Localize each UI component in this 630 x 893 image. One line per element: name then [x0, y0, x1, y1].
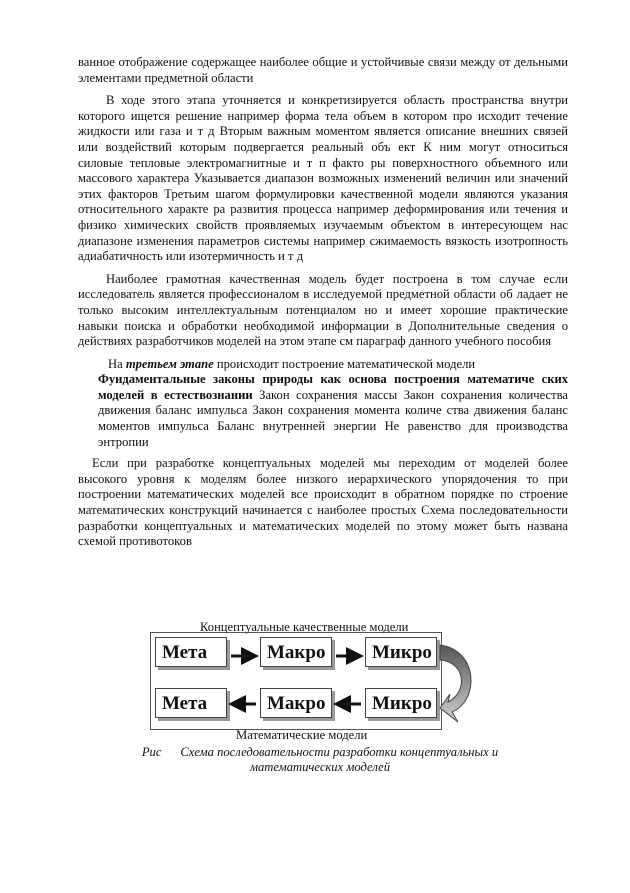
paragraph-5: Если при разработке концептуальных моделей мы переходим от моделей более высокого уровня к моделям более низкого иерархического упорядочения то при построении математических моделей все происходит в обратном порядке по строение математических конструкций начинается с наиболее простых Схема последовательности разработки концептуальных и математических моделей по этому может быть названа схемой противотоков — [78, 456, 568, 549]
p4-prefix: На — [108, 356, 126, 371]
p4-rest: Закон сохранения массы Закон сохранения количества движения баланс импульса Закон сохранения момента количе ства движения баланс моментов импульса Баланс внутренней энергии Не равенство для производства энтропии — [98, 387, 568, 449]
p4-emphasis: третьем этапе — [125, 356, 214, 371]
bottom-box-macro: Макро — [260, 688, 332, 718]
top-box-micro: Микро — [365, 637, 437, 667]
bottom-label: Математические модели — [236, 728, 368, 742]
curved-return-arrow — [440, 645, 471, 722]
document-body — [78, 55, 568, 550]
caption-text: Схема последовательности разработки концептуальных и математических моделей — [180, 745, 499, 774]
paragraph-1: ванное отображение содержащее наиболее общие и устойчивые связи между от дельными элементами предметной области — [78, 55, 568, 85]
bottom-box-meta: Мета — [155, 688, 227, 718]
p4-suffix: происходит построение математической модели — [213, 356, 476, 371]
paragraph-2: В ходе этого этапа уточняется и конкретизируется область пространства внутри которого ищется решение например форма тела объем в котором про исходит течение жидкости или газа и т д Вторым важным моментом является описание внешних связей или воздействий которым подвергается реальный объ ект К ним могут относиться силовые тепловые электромагнитные и т п факто ры поверхностного объемного или массового характера Указывается диапазон возможных изменений величин или значений этих факторов Третьим шагом формулировки качественной модели являются указания относительного характе ра развития процесса например деформирования или течения и физико химических свойств проявляемых изучаемым объектом в интересующем нас диапазоне изменения параметров системы например сжимаемость вязкость изотропность адиабатичность или изотермичность и т д — [78, 93, 568, 264]
top-box-macro: Макро — [260, 637, 332, 667]
diagram-frame — [150, 632, 442, 730]
top-label: Концептуальные качественные модели — [200, 620, 409, 634]
paragraph-4 — [78, 357, 568, 451]
bottom-box-micro: Микро — [365, 688, 437, 718]
p4-bold-heading: Фундаментальные законы природы как основа построения математиче ских моделей в естествознании — [98, 372, 568, 402]
caption-prefix: Рис — [141, 745, 162, 759]
figure-caption — [120, 745, 520, 775]
top-box-meta: Мета — [155, 637, 227, 667]
paragraph-3: Наиболее грамотная качественная модель будет построена в том случае если исследователь является профессионалом в исследуемой предметной области об ладает не только высоким интеллектуальным потенциалом но и имеет хорошие практические навыки поиска и обработки необходимой информации в Дополнительные сведения о действиях разработчиков моделей на этом этапе см параграф данного учебного пособия — [78, 271, 568, 349]
paragraph-4-lead — [98, 357, 568, 373]
